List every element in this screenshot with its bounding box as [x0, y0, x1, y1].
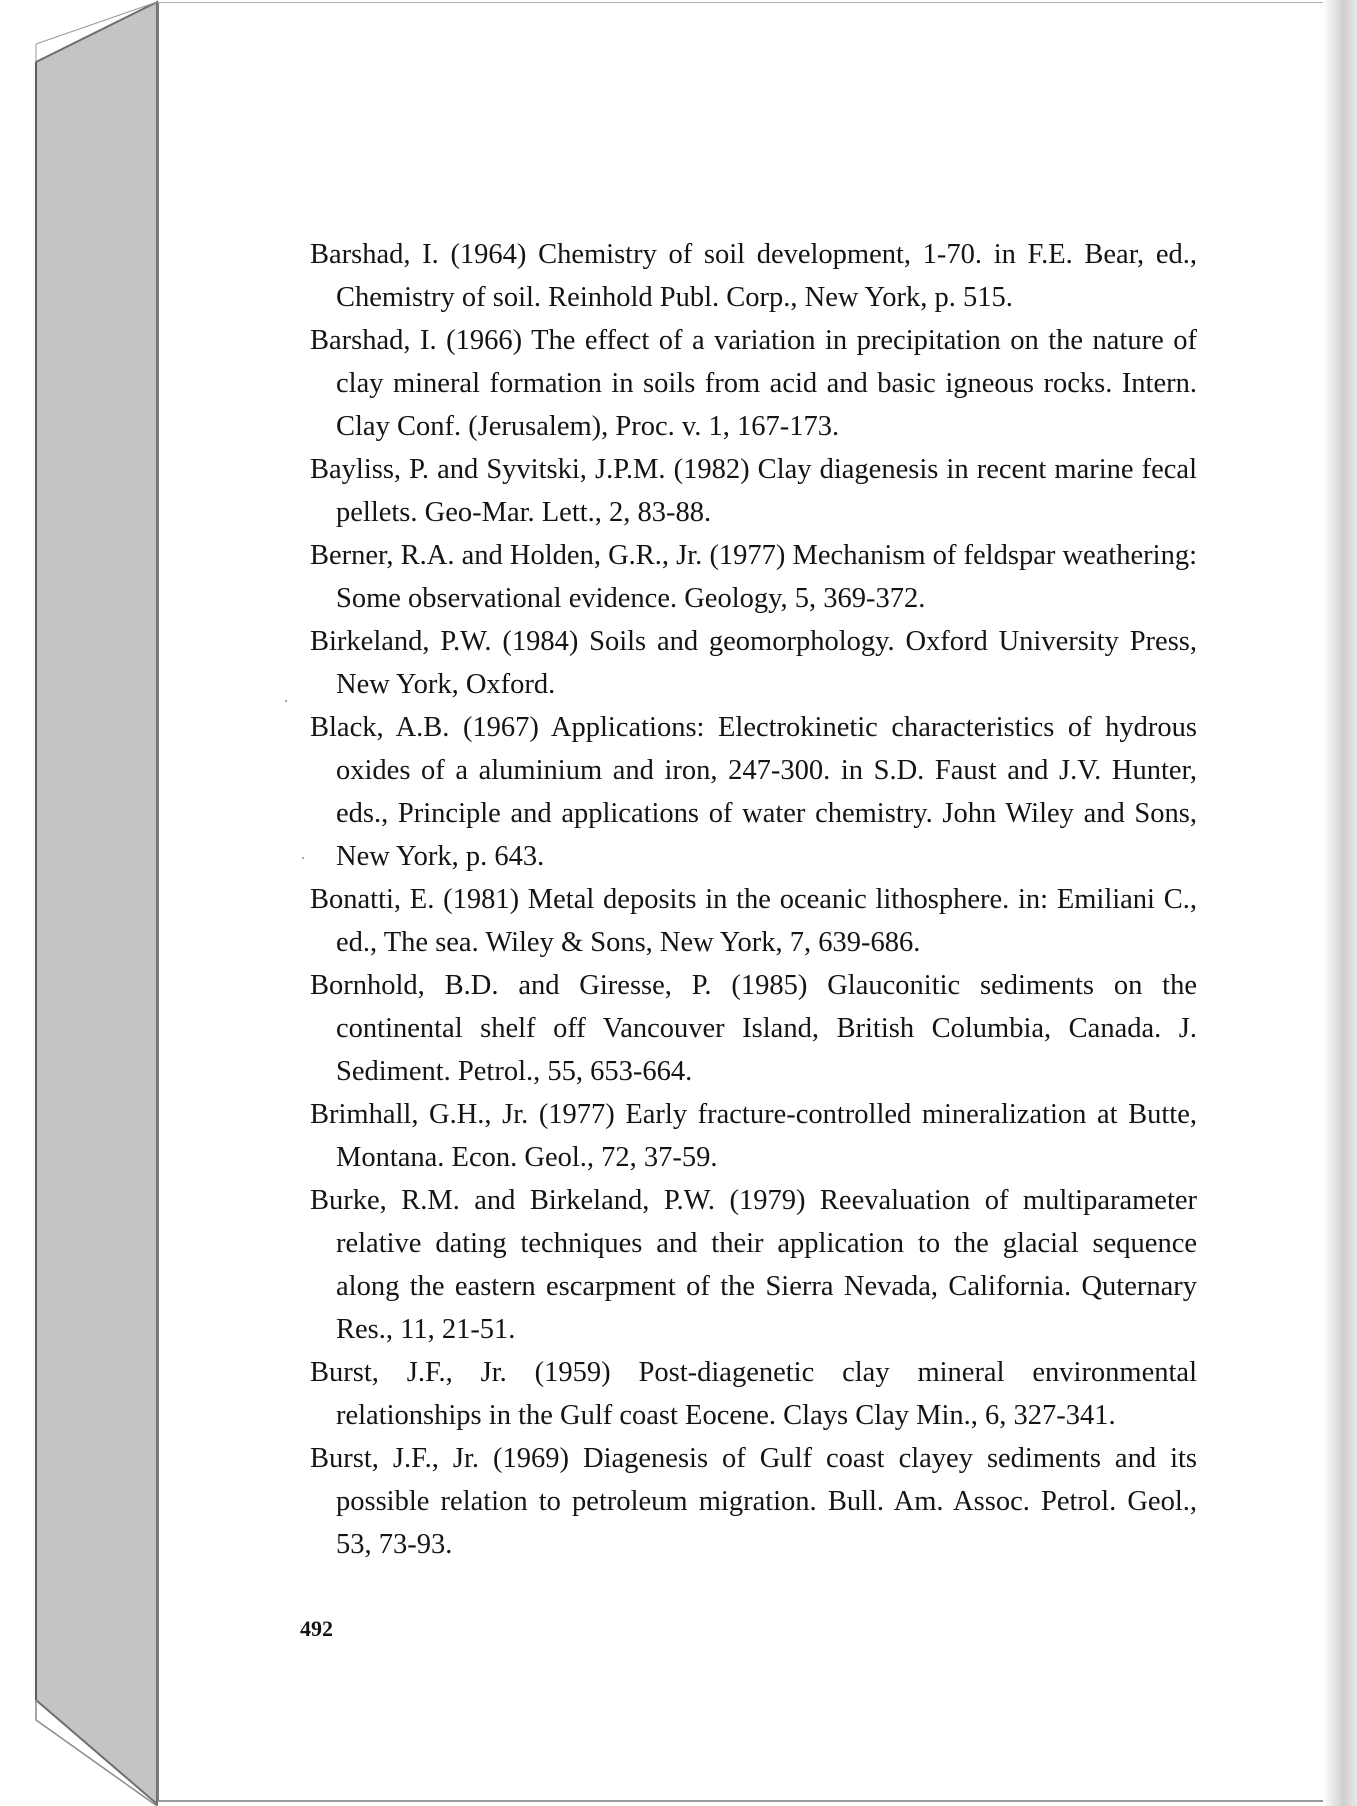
page-edge-shadow — [1323, 0, 1357, 1806]
reference-entry: Berner, R.A. and Holden, G.R., Jr. (1977) Mechanism of feldspar weathering: Some observational evidence. Geology, 5, 369-372. — [310, 540, 1197, 614]
reference-entry: Barshad, I. (1964) Chemistry of soil development, 1-70. in F.E. Bear, ed., Chemistry of soil. Reinhold Publ. Corp., New York, p. 515. — [310, 239, 1197, 313]
reference-entry: Birkeland, P.W. (1984) Soils and geomorphology. Oxford University Press, New York, Oxford. — [310, 626, 1197, 700]
reference-entry: Bornhold, B.D. and Giresse, P. (1985) Glauconitic sediments on the continental shelf off Vancouver Island, British Columbia, Canada. J. Sediment. Petrol., 55, 653-664. — [310, 970, 1197, 1087]
scan-speck — [302, 857, 304, 859]
reference-entry: Burke, R.M. and Birkeland, P.W. (1979) Reevaluation of multiparameter relative dating techniques and their application to the glacial sequence along the eastern escarpment of the Sierra Nevada, California. Quternary Res., 11, 21-51. — [310, 1185, 1197, 1345]
reference-entry: Bayliss, P. and Syvitski, J.P.M. (1982) Clay diagenesis in recent marine fecal pellets. Geo-Mar. Lett., 2, 83-88. — [310, 454, 1197, 528]
scan-speck — [285, 700, 287, 702]
reference-entry: Brimhall, G.H., Jr. (1977) Early fracture-controlled mineralization at Butte, Montana. Econ. Geol., 72, 37-59. — [310, 1099, 1197, 1173]
reference-entry: Burst, J.F., Jr. (1969) Diagenesis of Gulf coast clayey sediments and its possible relation to petroleum migration. Bull. Am. Assoc. Petrol. Geol., 53, 73-93. — [310, 1443, 1197, 1560]
reference-entry: Barshad, I. (1966) The effect of a variation in precipitation on the nature of clay mineral formation in soils from acid and basic igneous rocks. Intern. Clay Conf. (Jerusalem), Proc. v. 1, 167-173. — [310, 325, 1197, 442]
page-number: 492 — [300, 1616, 333, 1641]
reference-entry: Bonatti, E. (1981) Metal deposits in the oceanic lithosphere. in: Emiliani C., ed., The sea. Wiley & Sons, New York, 7, 639-686. — [310, 884, 1197, 958]
reference-list — [310, 233, 1197, 1566]
reference-entry: Black, A.B. (1967) Applications: Electrokinetic characteristics of hydrous oxides of a aluminium and iron, 247-300. in S.D. Faust and J.V. Hunter, eds., Principle and applications of water chemistry. John Wiley and Sons, New York, p. 643. — [310, 712, 1197, 872]
reference-entry: Burst, J.F., Jr. (1959) Post-diagenetic clay mineral environmental relationships in the Gulf coast Eocene. Clays Clay Min., 6, 327-341. — [310, 1357, 1197, 1431]
